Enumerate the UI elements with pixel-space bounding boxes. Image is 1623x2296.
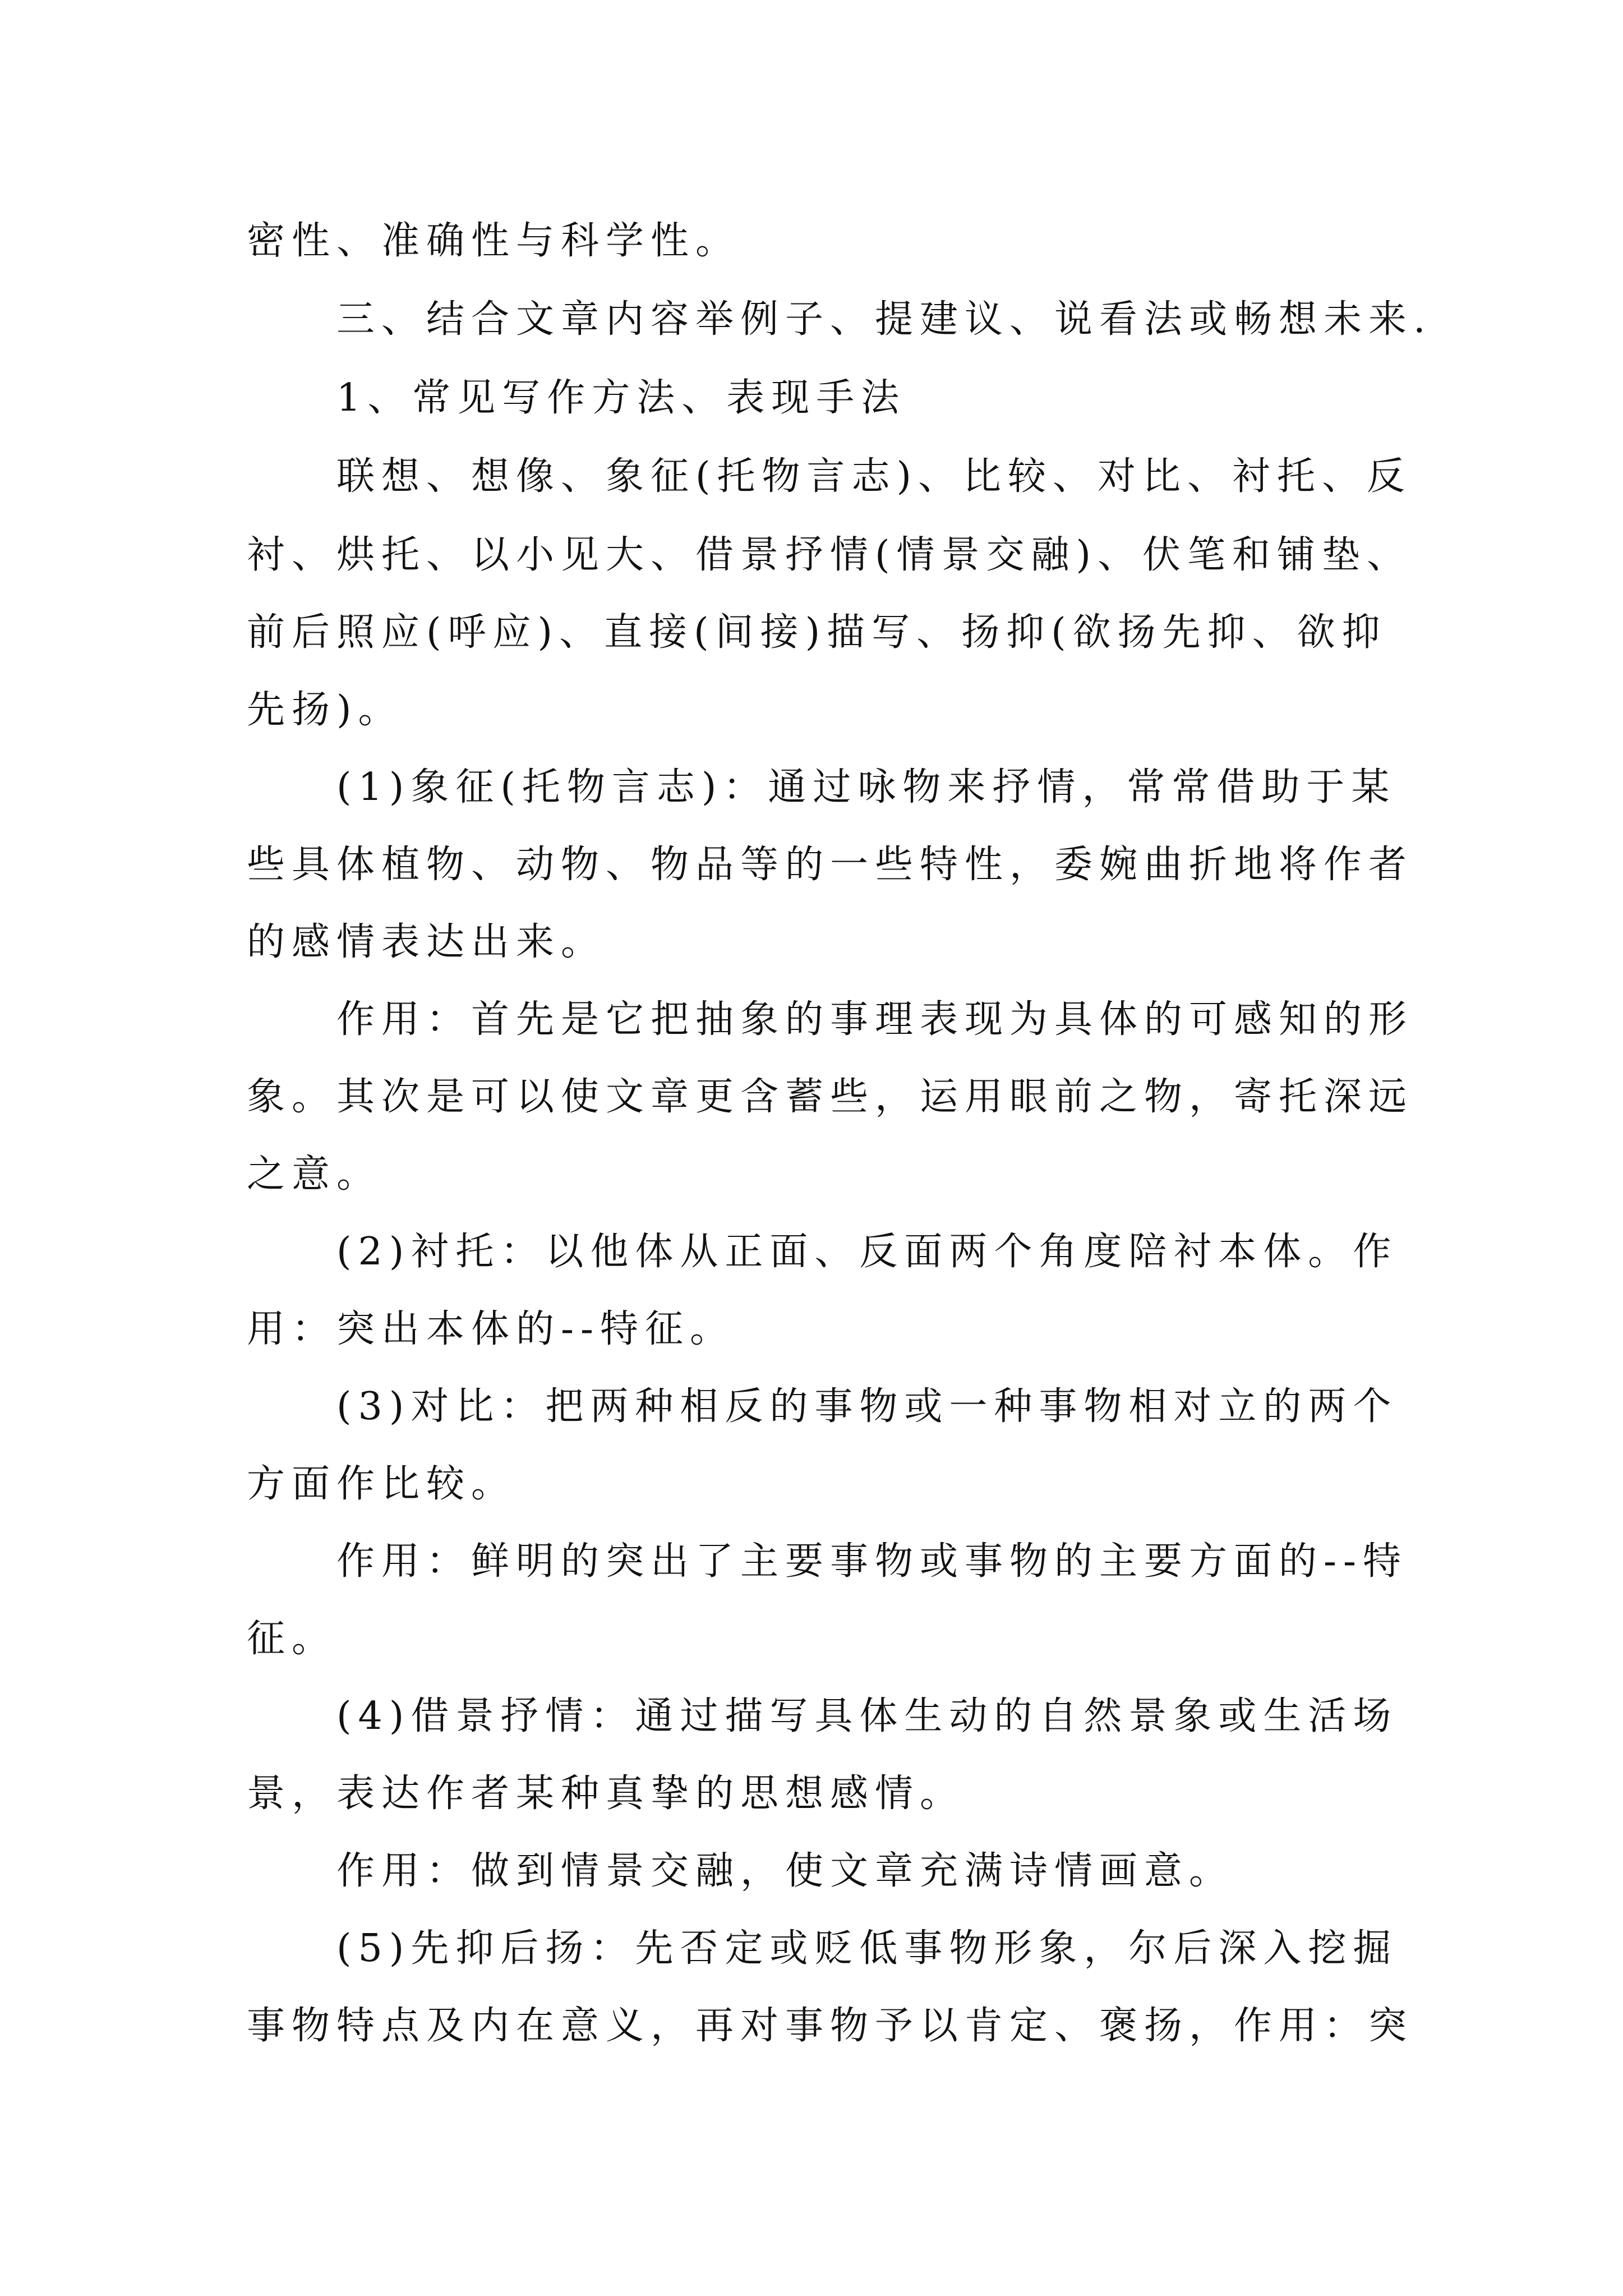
text-line: (1)象征(托物言志)：通过咏物来抒情，常常借助于某 (336, 765, 1396, 809)
text-line: 三、结合文章内容举例子、提建议、说看法或畅想未来. (336, 297, 1432, 342)
text-line: (4)借景抒情：通过描写具体生动的自然景象或生活场 (336, 1694, 1398, 1738)
text-line: 的感情表达出来。 (247, 920, 606, 964)
text-line: 1、常见写作方法、表现手法 (336, 376, 906, 420)
text-line: 前后照应(呼应)、直接(间接)描写、扬抑(欲扬先抑、欲抑 (247, 610, 1387, 655)
text-line: (3)对比：把两种相反的事物或一种事物相对立的两个 (336, 1384, 1398, 1429)
text-line: 作用：首先是它把抽象的事理表现为具体的可感知的形 (336, 997, 1414, 1042)
text-line: 景，表达作者某种真挚的思想感情。 (247, 1772, 965, 1816)
text-line: 象。其次是可以使文章更含蓄些，运用眼前之物，寄托深远 (247, 1075, 1414, 1119)
text-line: 用：突出本体的--特征。 (247, 1307, 735, 1351)
text-line: (5)先抑后扬：先否定或贬低事物形象，尔后深入挖掘 (336, 1926, 1398, 1971)
text-line: 些具体植物、动物、物品等的一些特性，委婉曲折地将作者 (247, 843, 1414, 887)
text-line: 方面作比较。 (247, 1462, 517, 1506)
text-line: (2)衬托：以他体从正面、反面两个角度陪衬本体。作 (336, 1230, 1398, 1274)
text-line: 联想、想像、象征(托物言志)、比较、对比、衬托、反 (336, 454, 1412, 499)
text-line: 衬、烘托、以小见大、借景抒情(情景交融)、伏笔和铺垫、 (247, 533, 1412, 577)
text-line: 征。 (247, 1617, 337, 1661)
text-line: 之意。 (247, 1152, 382, 1197)
text-line: 事物特点及内在意义，再对事物予以肯定、褒扬，作用：突 (247, 2004, 1414, 2048)
text-line: 先扬)。 (247, 688, 403, 732)
text-line: 作用：鲜明的突出了主要事物或事物的主要方面的--特 (336, 1539, 1408, 1584)
text-line: 作用：做到情景交融，使文章充满诗情画意。 (336, 1849, 1234, 1893)
text-line: 密性、准确性与科学性。 (247, 219, 741, 263)
